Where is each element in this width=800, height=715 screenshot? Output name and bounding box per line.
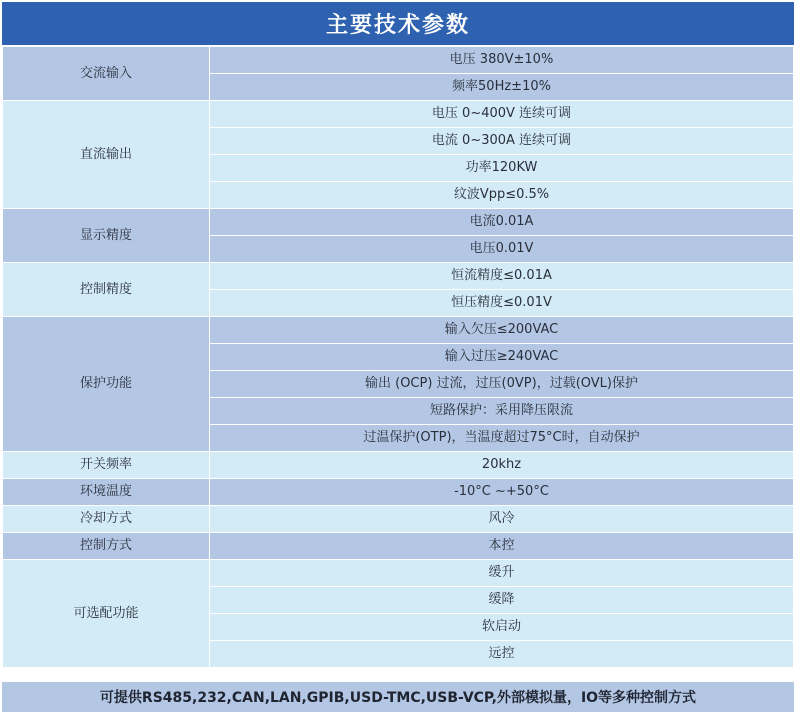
- spec-value: 缓升: [210, 560, 794, 587]
- group-label-display-precision: 显示精度: [3, 209, 210, 263]
- table-row: [3, 506, 794, 533]
- spec-value: 缓降: [210, 587, 794, 614]
- group-label-optional-features: 可选配功能: [3, 560, 210, 668]
- spec-value: 输出 (OCP) 过流，过压(0VP)，过载(OVL)保护: [210, 371, 794, 398]
- group-label-cooling-method: 冷却方式: [3, 506, 210, 533]
- spec-value: 本控: [210, 533, 794, 560]
- group-label-protection: 保护功能: [3, 317, 210, 452]
- table-row: [3, 317, 794, 344]
- group-label-dc-output: 直流输出: [3, 101, 210, 209]
- spec-value: 电压 380V±10%: [210, 47, 794, 74]
- spec-value: 电流0.01A: [210, 209, 794, 236]
- group-label-switching-frequency: 开关频率: [3, 452, 210, 479]
- spec-value: 风冷: [210, 506, 794, 533]
- spec-value: 输入过压≥240VAC: [210, 344, 794, 371]
- spec-value: 短路保护：采用降压限流: [210, 398, 794, 425]
- spec-value: 电流 0~300A 连续可调: [210, 128, 794, 155]
- table-row: [3, 560, 794, 587]
- spec-table: [2, 46, 794, 668]
- group-label-control-mode: 控制方式: [3, 533, 210, 560]
- table-row: [3, 533, 794, 560]
- page-title: 主要技术参数: [2, 2, 794, 45]
- group-label-ambient-temperature: 环境温度: [3, 479, 210, 506]
- spec-value: 电压0.01V: [210, 236, 794, 263]
- spec-value: 远控: [210, 641, 794, 668]
- spec-value: 20khz: [210, 452, 794, 479]
- spec-value: 频率50Hz±10%: [210, 74, 794, 101]
- table-row: [3, 47, 794, 74]
- group-label-ac-input: 交流输入: [3, 47, 210, 101]
- table-row: [3, 263, 794, 290]
- table-row: [3, 479, 794, 506]
- table-row: [3, 101, 794, 128]
- group-label-control-precision: 控制精度: [3, 263, 210, 317]
- spec-value: 软启动: [210, 614, 794, 641]
- table-row: [3, 452, 794, 479]
- footer-note: 可提供RS485,232,CAN,LAN,GPIB,USD-TMC,USB-VCP,外部模拟量，IO等多种控制方式: [2, 682, 794, 712]
- spec-value: 电压 0~400V 连续可调: [210, 101, 794, 128]
- table-row: [3, 209, 794, 236]
- spec-value: 恒压精度≤0.01V: [210, 290, 794, 317]
- spec-value: 功率120KW: [210, 155, 794, 182]
- spec-value: -10°C ~+50°C: [210, 479, 794, 506]
- spec-value: 恒流精度≤0.01A: [210, 263, 794, 290]
- spec-value: 纹波Vpp≤0.5%: [210, 182, 794, 209]
- spec-value: 输入欠压≤200VAC: [210, 317, 794, 344]
- spec-value: 过温保护(OTP)，当温度超过75°C时，自动保护: [210, 425, 794, 452]
